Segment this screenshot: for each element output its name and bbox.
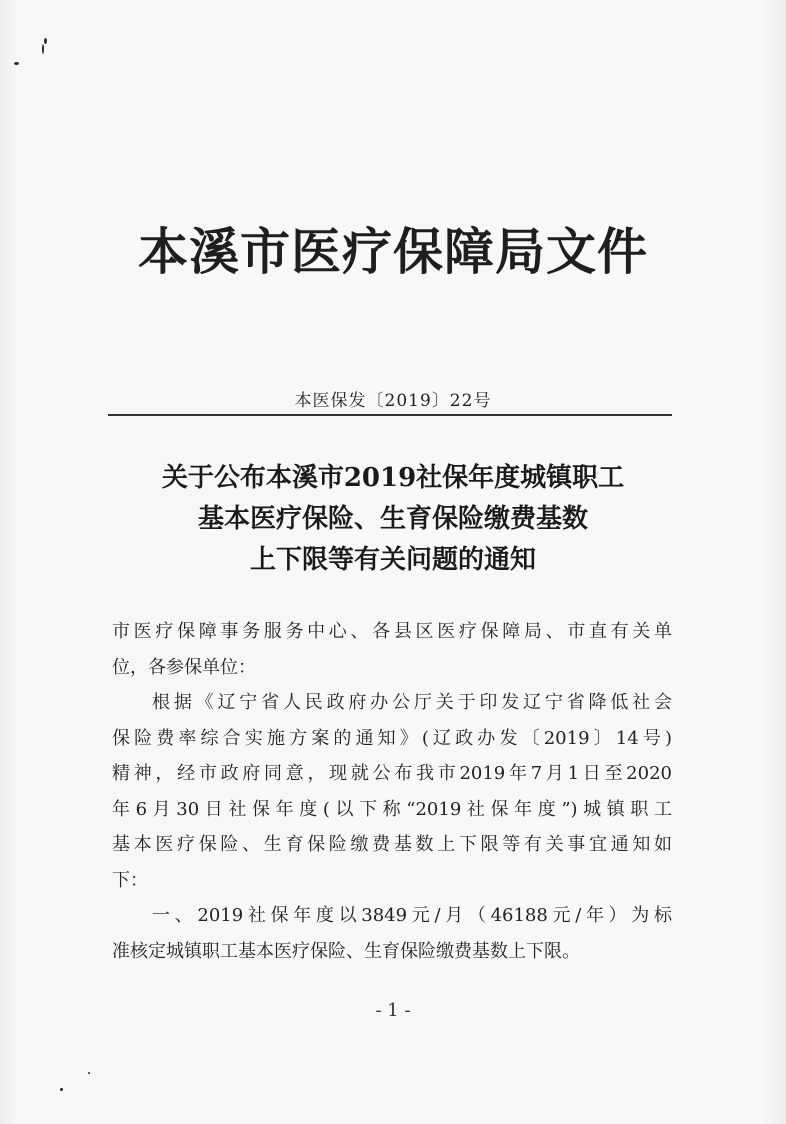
paragraph-1-line-1: 根据《辽宁省人民政府办公厅关于印发辽宁省降低社会 bbox=[152, 692, 672, 713]
page-number: - 1 - bbox=[375, 1000, 411, 1021]
scan-speck bbox=[88, 1072, 90, 1074]
scan-speck bbox=[44, 38, 47, 44]
document-title bbox=[0, 458, 786, 581]
header-divider-line bbox=[108, 414, 672, 416]
addressee-line-1: 市医疗保障事务服务中心、各县区医疗保障局、市直有关单 bbox=[112, 621, 672, 642]
paragraph-1-line-5: 基本医疗保险、生育保险缴费基数上下限等有关事宜通知如 bbox=[112, 834, 672, 855]
paragraph-2-line-2: 准核定城镇职工基本医疗保险、生育保险缴费基数上下限。 bbox=[112, 940, 580, 962]
paragraph-2-line-1: 一、2019社保年度以3849元/月（46188元/年）为标 bbox=[152, 905, 672, 926]
paragraph-1 bbox=[112, 685, 672, 898]
document-title-line-1: 关于公布本溪市2019社保年度城镇职工 bbox=[161, 463, 625, 493]
paragraph-1-line-2: 保险费率综合实施方案的通知》(辽政办发〔2019〕14号) bbox=[112, 727, 672, 749]
document-body bbox=[112, 614, 672, 969]
document-header-title: 本溪市医疗保障局文件 bbox=[138, 223, 648, 281]
document-title-line-2: 基本医疗保险、生育保险缴费基数 bbox=[197, 504, 588, 534]
addressee-paragraph bbox=[112, 614, 672, 685]
scan-speck bbox=[42, 44, 44, 54]
document-title-line-3: 上下限等有关问题的通知 bbox=[249, 545, 536, 575]
scan-speck bbox=[60, 1088, 63, 1091]
document-number: 本医保发〔2019〕22号 bbox=[294, 391, 492, 411]
paragraph-1-line-4: 年6月30日社保年度(以下称“2019社保年度”)城镇职工 bbox=[112, 798, 672, 820]
paragraph-2 bbox=[112, 898, 672, 969]
scan-speck bbox=[14, 62, 19, 65]
paragraph-1-line-3: 精神，经市政府同意，现就公布我市2019年7月1日至2020 bbox=[112, 763, 672, 784]
paragraph-1-line-6: 下： bbox=[112, 869, 148, 891]
addressee-line-2: 位，各参保单位： bbox=[112, 656, 256, 678]
